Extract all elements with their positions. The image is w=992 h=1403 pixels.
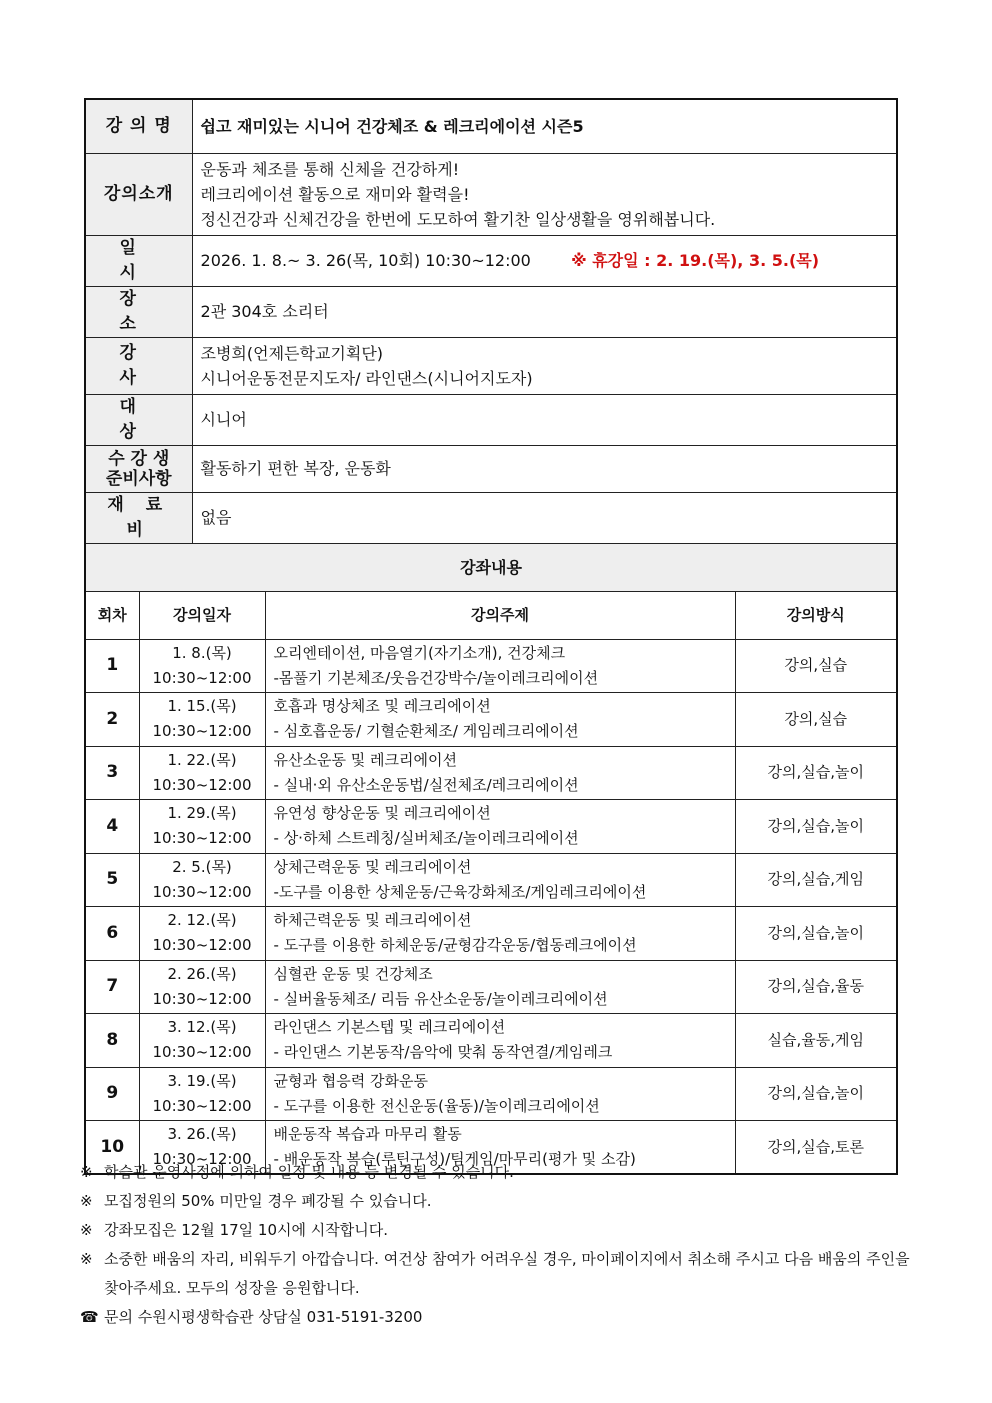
session-topic [265, 960, 735, 1014]
session-topic-detail: - 실내·외 유산소운동법/실전체조/레크리에이션 [273, 775, 579, 794]
session-method: 강의,실습,놀이 [735, 800, 897, 854]
session-topic-title: 하체근력운동 및 레크리에이션 [273, 911, 472, 930]
session-date [139, 746, 265, 800]
intro-line: 레크리에이션 활동으로 재미와 활력을! [200, 184, 470, 204]
session-date [139, 800, 265, 854]
session-time: 10:30~12:00 [152, 829, 252, 848]
session-topic-title: 유산소운동 및 레크리에이션 [273, 750, 457, 769]
schedule-row [85, 907, 897, 961]
phone-icon: ☎ [80, 1308, 99, 1326]
session-method: 강의,실습,놀이 [735, 1067, 897, 1121]
session-topic-detail: - 배운동작 복습(루틴구성)/팀게임/마무리(평가 및 소감) [273, 1150, 636, 1168]
session-day: 1. 15.(목) [167, 697, 237, 716]
session-number: 2 [85, 693, 139, 747]
schedule-row [85, 746, 897, 800]
instructor-line: 조병희(언제든학교기획단) [200, 343, 384, 363]
session-method: 강의,실습,게임 [735, 853, 897, 907]
session-topic [265, 1014, 735, 1068]
session-time: 10:30~12:00 [152, 775, 252, 794]
schedule-row [85, 800, 897, 854]
note-mark: ※ [80, 1163, 93, 1181]
session-time: 10:30~12:00 [152, 989, 252, 1008]
prep-label-line: 준비사항 [105, 468, 172, 489]
row-course-name [85, 99, 897, 153]
session-day: 3. 19.(목) [167, 1071, 237, 1090]
session-topic-detail: -도구를 이용한 상체운동/근육강화체조/게임레크리에이션 [273, 882, 647, 901]
note-text: 학습관 운영사정에 의하여 일정 및 내용 등 변경될 수 있습니다. [104, 1163, 514, 1181]
course-info-table [84, 98, 898, 1175]
note-mark: ※ [80, 1250, 93, 1268]
session-day: 1. 8.(목) [172, 643, 232, 662]
note-mark: ※ [80, 1221, 93, 1239]
session-topic [265, 639, 735, 693]
holiday-note: ※ 휴강일 : 2. 19.(목), 3. 5.(목) [571, 251, 820, 270]
session-time: 10:30~12:00 [152, 722, 252, 741]
session-date [139, 1014, 265, 1068]
note-item [80, 1245, 920, 1303]
intro-label: 강의소개 [85, 153, 192, 235]
session-topic [265, 800, 735, 854]
row-intro [85, 153, 897, 235]
place-value: 2관 304호 소리터 [192, 286, 897, 337]
session-time: 10:30~12:00 [152, 1043, 252, 1062]
session-number: 6 [85, 907, 139, 961]
date-cell [192, 235, 897, 286]
session-date [139, 693, 265, 747]
session-day: 3. 12.(목) [167, 1018, 237, 1037]
note-item [80, 1158, 920, 1187]
note-text: 강좌모집은 12월 17일 10시에 시작합니다. [104, 1221, 388, 1239]
session-number: 3 [85, 746, 139, 800]
session-number: 10 [85, 1121, 139, 1175]
session-method: 실습,율동,게임 [735, 1014, 897, 1068]
course-name-label: 강 의 명 [85, 99, 192, 153]
session-number: 7 [85, 960, 139, 1014]
session-number: 5 [85, 853, 139, 907]
session-day: 1. 22.(목) [167, 750, 237, 769]
course-sheet [84, 98, 896, 1175]
session-date [139, 907, 265, 961]
session-number: 8 [85, 1014, 139, 1068]
row-prep [85, 445, 897, 492]
session-day: 1. 29.(목) [167, 804, 237, 823]
row-instructor [85, 337, 897, 394]
row-target [85, 394, 897, 445]
session-topic [265, 1067, 735, 1121]
schedule-body [85, 639, 897, 1174]
session-topic-detail: - 도구를 이용한 전신운동(율동)/놀이레크리에이션 [273, 1096, 600, 1115]
session-topic-title: 오리엔테이션, 마음열기(자기소개), 건강체크 [273, 643, 566, 662]
date-label: 일 시 [85, 235, 192, 286]
session-topic-detail: - 실버율동체조/ 리듬 유산소운동/놀이레크리에이션 [273, 989, 608, 1008]
instructor-label: 강 사 [85, 337, 192, 394]
intro-text [192, 153, 897, 235]
instructor-line: 시니어운동전문지도자/ 라인댄스(시니어지도자) [200, 368, 533, 388]
schedule-row [85, 1014, 897, 1068]
session-method: 강의,실습 [735, 639, 897, 693]
session-topic-title: 심혈관 운동 및 건강체조 [273, 964, 433, 983]
row-material [85, 492, 897, 543]
session-time: 10:30~12:00 [152, 1150, 252, 1168]
session-topic [265, 693, 735, 747]
session-time: 10:30~12:00 [152, 882, 252, 901]
material-label: 재 료 비 [85, 492, 192, 543]
session-day: 3. 26.(목) [167, 1125, 237, 1143]
session-date [139, 853, 265, 907]
session-method: 강의,실습,놀이 [735, 746, 897, 800]
session-number: 4 [85, 800, 139, 854]
session-day: 2. 26.(목) [167, 964, 237, 983]
instructor-text [192, 337, 897, 394]
session-topic-detail: - 상·하체 스트레칭/실버체조/놀이레크리에이션 [273, 829, 579, 848]
schedule-row [85, 639, 897, 693]
schedule-header-row [85, 591, 897, 639]
session-topic-title: 배운동작 복습과 마무리 활동 [273, 1125, 462, 1143]
note-mark: ※ [80, 1192, 93, 1210]
intro-line: 정신건강과 신체건강을 한번에 도모하여 활기찬 일상생활을 영위해봅니다. [200, 209, 716, 229]
session-topic [265, 746, 735, 800]
col-header-method: 강의방식 [735, 591, 897, 639]
session-topic-detail: - 도구를 이용한 하체운동/균형감각운동/협동레크에이션 [273, 936, 637, 955]
prep-label-line: 수 강 생 [108, 448, 170, 469]
session-date [139, 639, 265, 693]
notes [80, 1158, 920, 1332]
session-day: 2. 12.(목) [167, 911, 237, 930]
note-item [80, 1216, 920, 1245]
session-number: 9 [85, 1067, 139, 1121]
schedule-row [85, 853, 897, 907]
date-value: 2026. 1. 8.~ 3. 26(목, 10회) 10:30~12:00 [200, 251, 531, 270]
row-section [85, 543, 897, 591]
session-topic-detail: - 심호흡운동/ 기혈순환체조/ 게임레크리에이션 [273, 722, 579, 741]
contact-text: 문의 수원시평생학습관 상담실 031-5191-3200 [104, 1308, 423, 1326]
session-method: 강의,실습,놀이 [735, 907, 897, 961]
note-text: 모집정원의 50% 미만일 경우 폐강될 수 있습니다. [104, 1192, 432, 1210]
notes-list [80, 1158, 920, 1303]
col-header-date: 강의일자 [139, 591, 265, 639]
session-number: 1 [85, 639, 139, 693]
intro-line: 운동과 체조를 통해 신체을 건강하게! [200, 159, 460, 179]
session-date [139, 960, 265, 1014]
session-time: 10:30~12:00 [152, 936, 252, 955]
row-date [85, 235, 897, 286]
note-item [80, 1187, 920, 1216]
col-header-session: 회차 [85, 591, 139, 639]
col-header-topic: 강의주제 [265, 591, 735, 639]
session-method: 강의,실습,토론 [735, 1121, 897, 1175]
session-topic-title: 균형과 협응력 강화운동 [273, 1071, 428, 1090]
session-method: 강의,실습,율동 [735, 960, 897, 1014]
target-label: 대 상 [85, 394, 192, 445]
session-time: 10:30~12:00 [152, 668, 252, 687]
session-time: 10:30~12:00 [152, 1096, 252, 1115]
session-topic [265, 853, 735, 907]
session-method: 강의,실습 [735, 693, 897, 747]
section-title: 강좌내용 [85, 543, 897, 591]
session-topic-title: 상체근력운동 및 레크리에이션 [273, 857, 472, 876]
prep-label [85, 445, 192, 492]
row-place [85, 286, 897, 337]
session-topic-title: 호흡과 명상체조 및 레크리에이션 [273, 697, 491, 716]
course-name: 쉽고 재미있는 시니어 건강체조 & 레크리에이션 시즌5 [192, 99, 897, 153]
session-topic-title: 유연성 향상운동 및 레크리에이션 [273, 804, 491, 823]
session-date [139, 1067, 265, 1121]
note-text: 소중한 배움의 자리, 비워두기 아깝습니다. 여건상 참여가 어려우실 경우, 마이페이지에서 취소해 주시고 다음 배움의 주인을 찾아주세요. 모두의 성장을 응원합니다. [104, 1250, 910, 1297]
material-value: 없음 [192, 492, 897, 543]
session-topic-detail: -몸풀기 기본체조/웃음건강박수/놀이레크리에이션 [273, 668, 599, 687]
schedule-row [85, 693, 897, 747]
session-topic-detail: - 라인댄스 기본동작/음악에 맞춰 동작연결/게임레크 [273, 1043, 613, 1062]
prep-value: 활동하기 편한 복장, 운동화 [192, 445, 897, 492]
session-day: 2. 5.(목) [172, 857, 232, 876]
place-label: 장 소 [85, 286, 192, 337]
session-topic-title: 라인댄스 기본스텝 및 레크리에이션 [273, 1018, 506, 1037]
target-value: 시니어 [192, 394, 897, 445]
schedule-row [85, 1067, 897, 1121]
session-topic [265, 907, 735, 961]
schedule-row [85, 960, 897, 1014]
contact-line [80, 1303, 920, 1332]
